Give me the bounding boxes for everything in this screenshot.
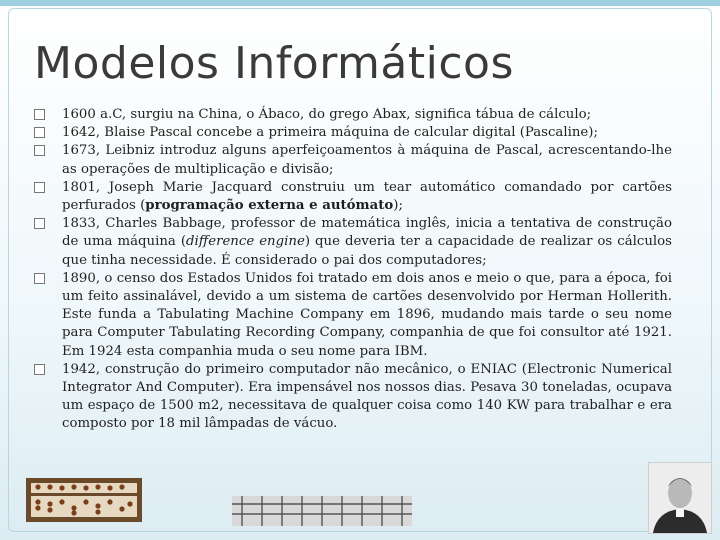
difference-engine-image xyxy=(222,490,422,530)
bullet-text: 1642, Blaise Pascal concebe a primeira máquina de calcular digital (Pascaline); xyxy=(62,125,598,141)
bullet-item xyxy=(34,215,672,270)
bullet-text-part: 1801, Joseph Marie Jacquard construiu um tear automático comandado por cartões perfurados ( xyxy=(62,179,672,214)
bullet-text: 1600 a.C, surgiu na China, o Ábaco, do grego Abax, significa tábua de cálculo; xyxy=(62,107,592,122)
bullet-item xyxy=(34,270,672,361)
charles-babbage-portrait xyxy=(648,462,712,534)
bullet-text-part: ); xyxy=(393,198,403,214)
bullet-box-icon xyxy=(34,364,45,375)
bullet-text xyxy=(62,180,672,213)
bullet-box-icon xyxy=(34,218,45,229)
bullet-item xyxy=(34,124,672,142)
bullet-item xyxy=(34,106,672,124)
abacus-image xyxy=(24,474,144,526)
bullet-text-part: ) que deveria ter a capacidade de realizar os cálculos que tinha necessidade. É considerado o pai dos computadores; xyxy=(62,234,672,268)
bullet-italic-text: difference engine xyxy=(186,234,305,250)
bullet-text: 1942, construção do primeiro computador não mecânico, o ENIAC (Electronic Numerical Integrator And Computer). Era impensável nos nossos dias. Pesava 30 toneladas, ocupava um espaço de 1500 m2, necessitava de qualquer coisa como 140 KW para trabalhar e era composto por 18 mil lâmpadas de vácuo. xyxy=(62,361,672,432)
bullet-item xyxy=(34,142,672,178)
bullet-box-icon xyxy=(34,182,45,193)
bullet-box-icon xyxy=(34,273,45,284)
bullet-box-icon xyxy=(34,127,45,138)
bullet-box-icon xyxy=(34,145,45,156)
bullet-box-icon xyxy=(34,109,45,120)
top-accent-bar xyxy=(0,0,720,6)
bullet-bold-text: programação externa e autómato xyxy=(145,198,394,214)
bullet-item xyxy=(34,361,672,434)
bullet-list xyxy=(34,106,672,434)
bullet-text xyxy=(62,216,672,267)
bullet-item xyxy=(34,179,672,215)
bullet-text: 1890, o censo dos Estados Unidos foi tratado em dois anos e meio o que, para a época, foi um feito assinalável, devido a um sistema de cartões desenvolvido por Herman Hollerith. Este funda a Tabulating Machine Company em 1896, mudando mais tarde o seu nome para Computer Tabulating Recording Company, companhia de que foi consultor até 1921. Em 1924 esta companhia muda o seu nome para IBM. xyxy=(62,270,672,359)
bullet-text-part: 1833, Charles Babbage, professor de matemática inglês, inicia a tentativa de construção de uma máquina ( xyxy=(62,216,672,250)
page-title: Modelos Informáticos xyxy=(34,38,514,89)
bullet-text: 1673, Leibniz introduz alguns aperfeiçoamentos à máquina de Pascal, acrescentando-lhe as operações de multiplicação e divisão; xyxy=(62,143,672,177)
